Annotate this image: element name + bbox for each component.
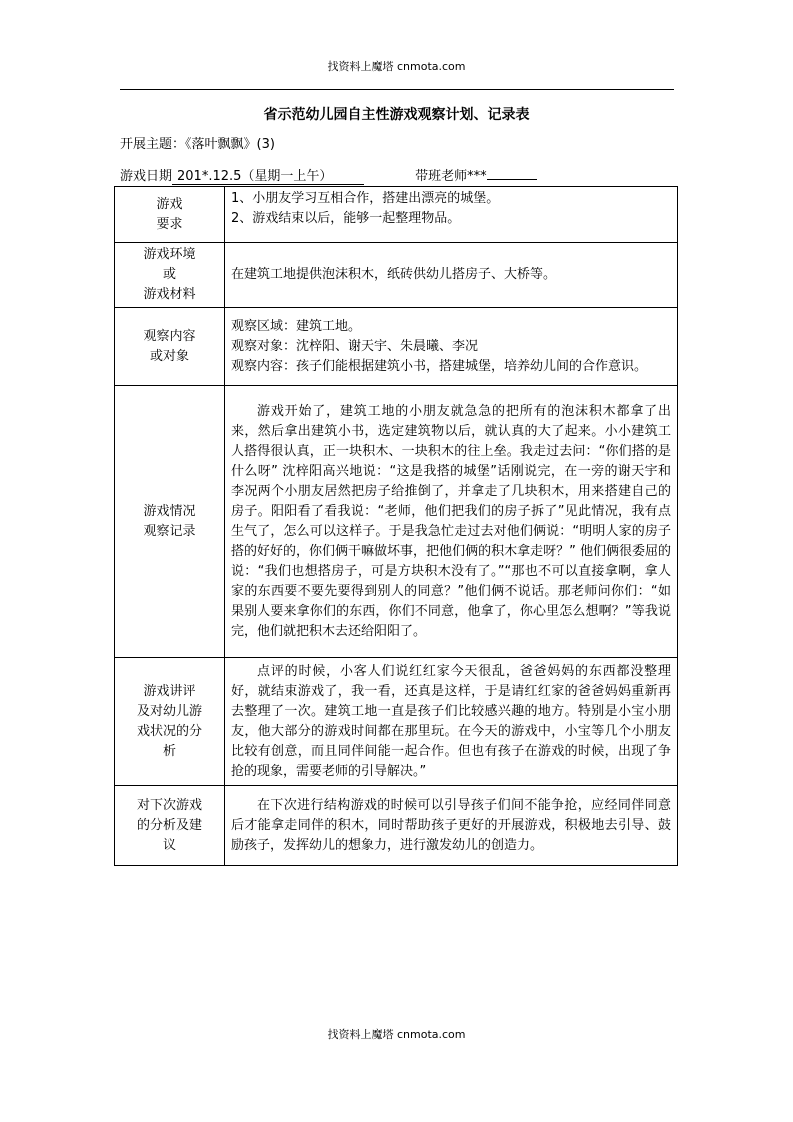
date-label: 游戏日期 (120, 169, 173, 184)
row-label (115, 187, 225, 243)
header-rule (120, 89, 674, 90)
date-value: 201*.12.5（星期一上午） (172, 165, 364, 185)
row-content (225, 386, 678, 658)
content-line: 1、小朋友学习互相合作，搭建出漂亮的城堡。 (231, 191, 500, 206)
row-label-line: 观察记录 (143, 523, 196, 539)
footer-watermark: 找资料上魔塔 cnmota.com (327, 1028, 466, 1041)
table-row (115, 308, 678, 386)
row-content (225, 308, 678, 386)
table-row (115, 386, 678, 658)
content-line: 观察对象：沈梓阳、谢天宇、朱晨曦、李况 (231, 338, 479, 354)
row-label-line: 游戏 (156, 196, 183, 212)
row-label-line: 要求 (156, 216, 183, 232)
content-line: 观察内容：孩子们能根据建筑小书，搭建城堡，培养幼儿间的合作意识。 (231, 358, 648, 374)
header-watermark: 找资料上魔塔 cnmota.com (327, 60, 466, 73)
row-content (225, 786, 678, 866)
evaluation-text: 点评的时候，小客人们说红红家今天很乱，爸爸妈妈的东西都没整理好，就结束游戏了，我一看，还真是这样，于是请红红家的爸爸妈妈重新再去整理了一次。建筑工地一直是孩子们比较感兴趣的地方。特别是小宝小朋友，他大部分的游戏时间都在那里玩。在今天的游戏中，小宝等几个小朋友比较有创意，而且同伴间能一起合作。但也有孩子在游戏的时候，出现了争抢的现象，需要老师的引导解决。” (231, 663, 671, 779)
theme-line: 开展主题：《落叶飘飘》(3) (120, 137, 275, 152)
teacher-underline (487, 179, 537, 180)
row-label (115, 658, 225, 786)
document-title: 省示范幼儿园自主性游戏观察计划、记录表 (263, 107, 530, 123)
row-label-line: 或对象 (149, 348, 189, 364)
row-label-line: 或 (162, 267, 176, 282)
row-content (225, 658, 678, 786)
teacher-label: 带班老师*** (415, 169, 487, 184)
row-label-line: 观察内容 (143, 328, 196, 344)
row-label-line: 游戏材料 (143, 287, 196, 302)
row-label (115, 308, 225, 386)
row-label-line: 议 (162, 837, 176, 853)
observation-record-text: 游戏开始了，建筑工地的小朋友就急急的把所有的泡沫积木都拿了出来，然后拿出建筑小书，选定建筑物以后，就认真的大了起来。小小建筑工人搭得很认真，正一块积木、一块积木的往上垒。我走过去问：“你们搭的是什么呀” 沈梓阳高兴地说：“这是我搭的城堡”话刚说完，在一旁的谢天宇和李况两个小朋友居然把房子给推倒了，并拿走了几块积木，用来搭建自己的房子。阳阳看了看我说：“老师，他们把我们的房子拆了”见此情况，我有点生气了，怎么可以这样子。于是我急忙走过去对他们俩说：“明明人家的房子搭的好好的，你们俩干嘛做坏事，把他们俩的积木拿走呀？” 他们俩很委屈的说：“我们也想搭房子，可是方块积木没有了。”“那也不可以直接拿啊，拿人家的东西要不要先要得到别人的同意？”他们俩不说话。那老师问你们：“如果别人要来拿你们的东西，你们不同意，他拿了，你心里怎么想啊？”等我说完，他们就把积木去还给阳阳了。 (231, 403, 671, 639)
table-row (115, 187, 678, 243)
row-label (115, 786, 225, 866)
content-line: 2、游戏结束以后，能够一起整理物品。 (231, 211, 461, 226)
row-label-line: 对下次游戏 (136, 797, 202, 813)
row-label-line: 游戏讲评 (143, 683, 196, 699)
row-label-line: 游戏情况 (143, 503, 196, 519)
date-line (120, 165, 537, 185)
table-row (115, 243, 678, 308)
row-content (225, 243, 678, 308)
row-label (115, 243, 225, 308)
content-line: 在建筑工地提供泡沫积木，纸砖供幼儿搭房子、大桥等。 (231, 267, 557, 282)
content-line: 观察区域：建筑工地。 (231, 318, 362, 334)
row-label-line: 析 (162, 743, 176, 759)
row-content (225, 187, 678, 243)
table-row (115, 786, 678, 866)
observation-table (114, 186, 678, 866)
row-label (115, 386, 225, 658)
table-row (115, 658, 678, 786)
row-label-line: 及对幼儿游 (136, 703, 202, 719)
next-suggestion-text: 在下次进行结构游戏的时候可以引导孩子们间不能争抢，应经同伴同意后才能拿走同伴的积木，同时帮助孩子更好的开展游戏，积极地去引导、鼓励孩子，发挥幼儿的想象力，进行激发幼儿的创造力。 (231, 797, 671, 853)
row-label-line: 的分析及建 (136, 817, 202, 833)
row-label-line: 戏状况的分 (136, 723, 202, 739)
row-label-line: 游戏环境 (143, 247, 196, 262)
